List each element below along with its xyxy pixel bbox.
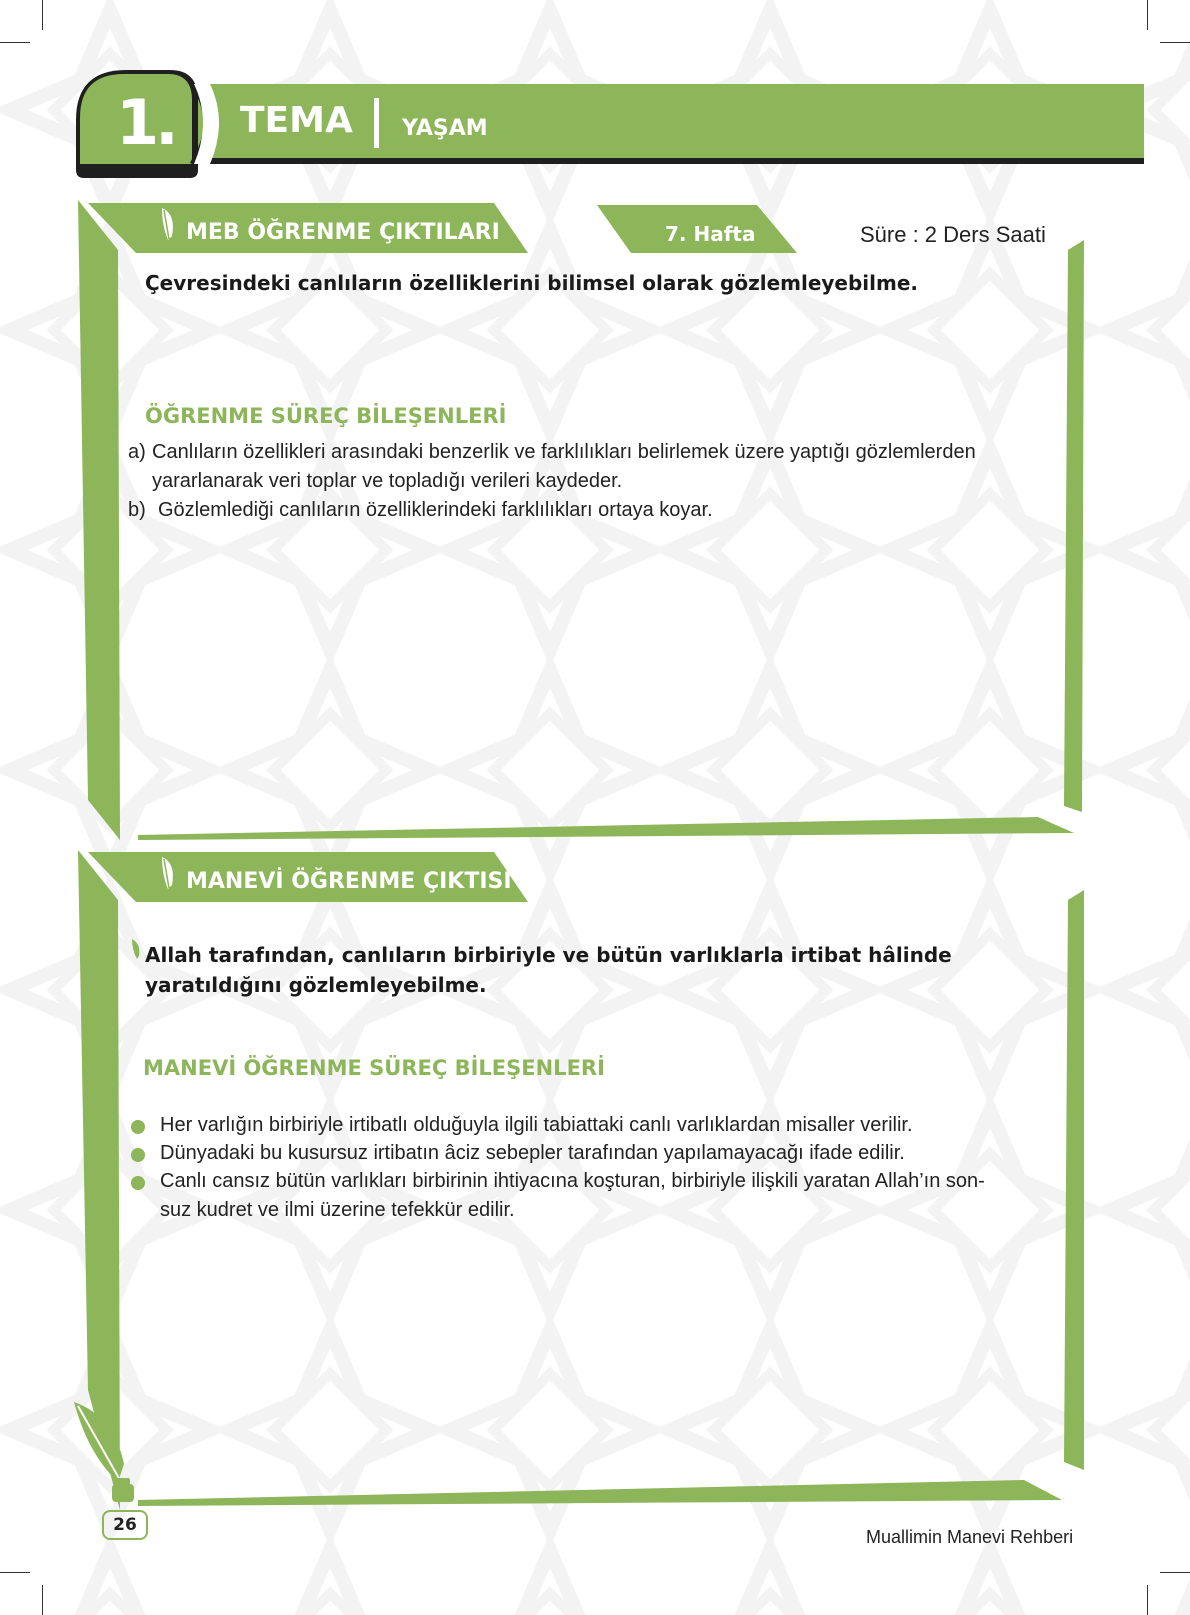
bullet-icon (131, 1176, 145, 1190)
crop-mark (0, 1572, 30, 1573)
theme-header-banner (70, 60, 1150, 185)
theme-label: TEMA (240, 100, 353, 141)
section1-outcome: Çevresindeki canlıların özelliklerini bilimsel olarak gözlemleyebilme. (145, 271, 919, 295)
book-title: Muallimin Manevi Rehberi (866, 1527, 1074, 1547)
quill-inkpot-icon (68, 1398, 148, 1506)
component-text: Canlıların özellikleri arasındaki benzerlik ve farklılıkları belirlemek üzere yaptığı gözlemlerden (152, 441, 976, 463)
crop-mark (42, 1585, 43, 1615)
crop-mark (42, 0, 43, 30)
component-text: Gözlemlediği canlıların özelliklerindeki farklılıkları ortaya koyar. (158, 499, 713, 521)
section1-components-title: ÖĞRENME SÜREÇ BİLEŞENLERİ (145, 404, 507, 428)
manevi-bullet-1: Her varlığın birbiriyle irtibatlı olduğuyla ilgili tabiattaki canlı varlıklardan misaller verilir. (160, 1114, 913, 1136)
theme-divider (374, 98, 379, 148)
week-label: 7. Hafta (665, 222, 756, 246)
bullet-icon (131, 1148, 145, 1162)
section2-outcome-line1: Allah tarafından, canlıların birbiriyle ve bütün varlıklarla irtibat hâlinde (145, 943, 952, 967)
component-marker: a) (128, 441, 146, 463)
manevi-bullet-3-line1: Canlı cansız bütün varlıkları birbirinin ihtiyacına koşturan, birbiriyle ilişkili yaratan Allah’ın son- (160, 1170, 985, 1192)
feather-icon (158, 206, 178, 242)
component-marker: b) (128, 499, 146, 521)
component-item-a-line1 (128, 438, 1068, 467)
crop-mark (1160, 42, 1190, 43)
theme-number: 1. (116, 86, 175, 159)
manevi-bullet-3-line2: suz kudret ve ilmi üzerine tefekkür edilir. (160, 1199, 515, 1221)
crop-mark (0, 42, 30, 43)
page-number: 26 (102, 1510, 148, 1540)
crop-mark (1160, 1572, 1190, 1573)
duration-label: Süre : 2 Ders Saati (860, 222, 1046, 247)
manevi-bullet-2: Dünyadaki bu kusursuz irtibatın âciz sebepler tarafından yapılamayacağı ifade edilir. (160, 1142, 905, 1164)
feather-icon (130, 938, 142, 960)
section2-ribbon-label: MANEVİ ÖĞRENME ÇIKTISI (186, 869, 512, 894)
section2-outcome (145, 940, 1045, 1000)
component-item-a-line2: yararlanarak veri toplar ve topladığı verileri kaydeder. (152, 470, 623, 492)
crop-mark (1147, 0, 1148, 30)
feather-icon (158, 855, 178, 891)
bullet-icon (131, 1120, 145, 1134)
component-item-a (128, 438, 1068, 496)
crop-mark (1147, 1585, 1148, 1615)
section2-outcome-line2: yaratıldığını gözlemleyebilme. (145, 973, 487, 997)
component-item-b (128, 496, 1068, 525)
manevi-bullet-3 (160, 1167, 1060, 1225)
section1-ribbon-label: MEB ÖĞRENME ÇIKTILARI (186, 220, 500, 245)
section2-components-title: MANEVİ ÖĞRENME SÜREÇ BİLEŞENLERİ (143, 1056, 605, 1080)
theme-name: YAŞAM (402, 116, 488, 141)
